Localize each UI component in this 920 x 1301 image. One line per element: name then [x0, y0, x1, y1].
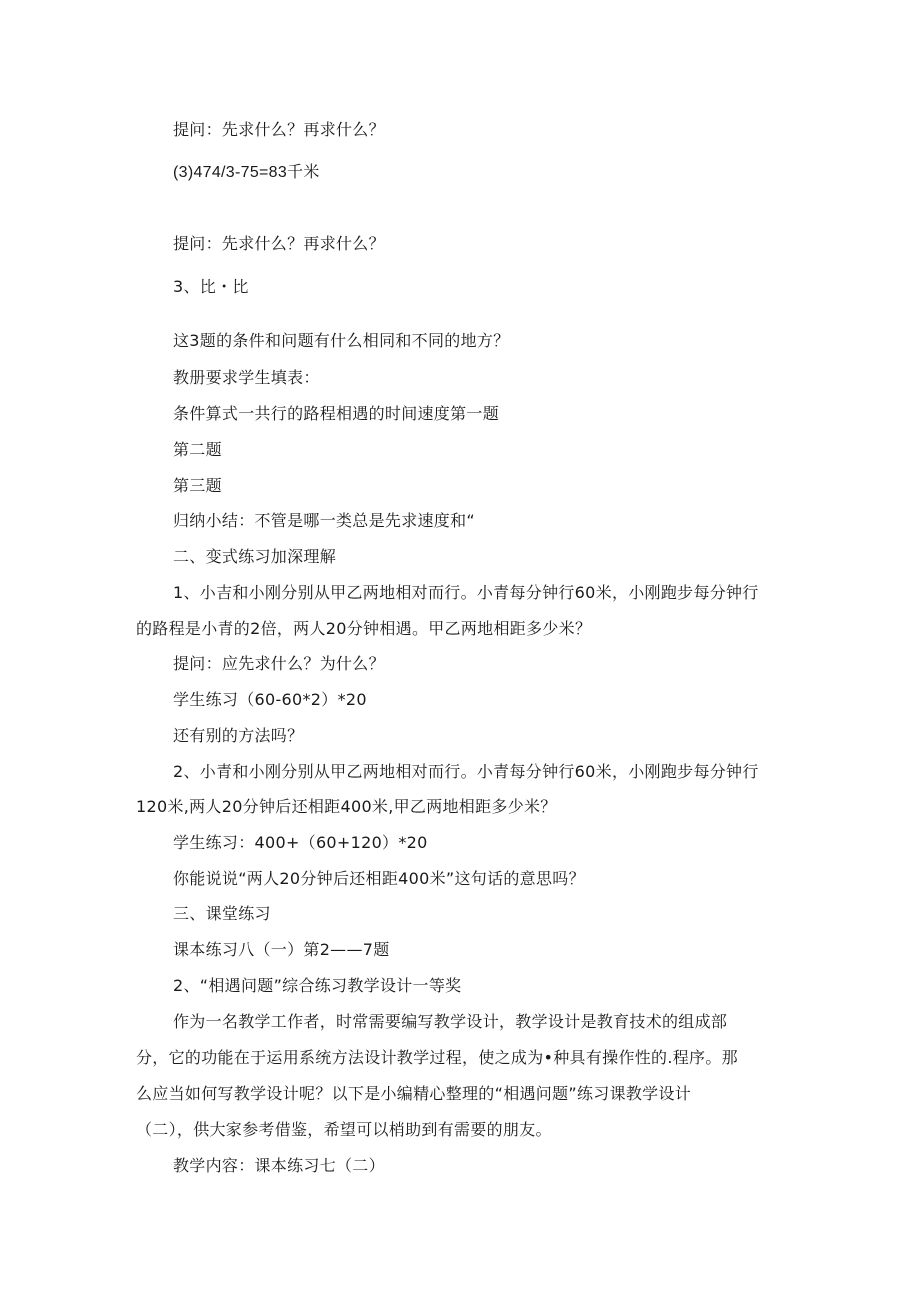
text-line: 第二题	[173, 440, 222, 459]
text-line: 分，它的功能在于运用系统方法设计教学过程，使之成为•种具有操作性的.程序。那	[136, 1048, 738, 1067]
text-line: 条件算式一共行的路程相遇的时间速度第一题	[173, 404, 500, 423]
text-line: 的路程是小青的2倍，两人20分钟相遇。甲乙两地相距多少米？	[136, 619, 592, 638]
text-line: 提问：先求什么？再求什么？	[173, 234, 385, 253]
text-line: 归纳小结：不管是哪一类总是先求速度和“	[173, 511, 475, 530]
section-heading: 三、课堂练习	[173, 904, 271, 923]
text-line: 还有别的方法吗？	[173, 726, 304, 745]
text-line: 教册要求学生填表：	[173, 368, 320, 387]
text-line: （二），供大家参考借鉴，希望可以梢助到有需要的朋友。	[136, 1120, 552, 1139]
text-line: 课本练习八（一）第2——7题	[173, 940, 390, 959]
section-heading: 3、比・比	[173, 277, 249, 296]
text-line: 第三题	[173, 476, 222, 495]
text-line: 学生练习（60-60*2）*20	[173, 690, 367, 709]
text-line: 2、小青和小刚分别从甲乙两地相对而行。小青每分钟行60米，小刚跑步每分钟行	[173, 762, 759, 781]
text-line: 教学内容：课本练习七（二）	[173, 1156, 385, 1175]
text-line: 这3题的条件和问题有什么相同和不同的地方？	[173, 331, 510, 350]
text-line: 么应当如何写教学设计呢？以下是小编精心整理的“相遇问题”练习课教学设计	[136, 1084, 692, 1103]
text-line: 1、小吉和小刚分别从甲乙两地相对而行。小青每分钟行60米，小刚跑步每分钟行	[173, 583, 759, 602]
text-line: 你能说说“两人20分钟后还相距400米”这句话的意思吗？	[173, 869, 585, 888]
text-line: 提问：应先求什么？为什么？	[173, 654, 385, 673]
text-line: 作为一名教学工作者，时常需要编写教学设计，教学设计是教育技术的组成部	[173, 1012, 728, 1031]
text-line: 学生练习：400+（60+120）*20	[173, 833, 428, 852]
text-line: 2、“相遇问题”综合练习教学设计一等奖	[173, 976, 462, 995]
text-line: (3)474/3-75=83千米	[173, 164, 320, 181]
text-line: 提问：先求什么？再求什么？	[173, 120, 385, 139]
text-line: 120米,两人20分钟后还相距400米,甲乙两地相距多少米？	[136, 797, 557, 816]
section-heading: 二、变式练习加深理解	[173, 547, 337, 566]
